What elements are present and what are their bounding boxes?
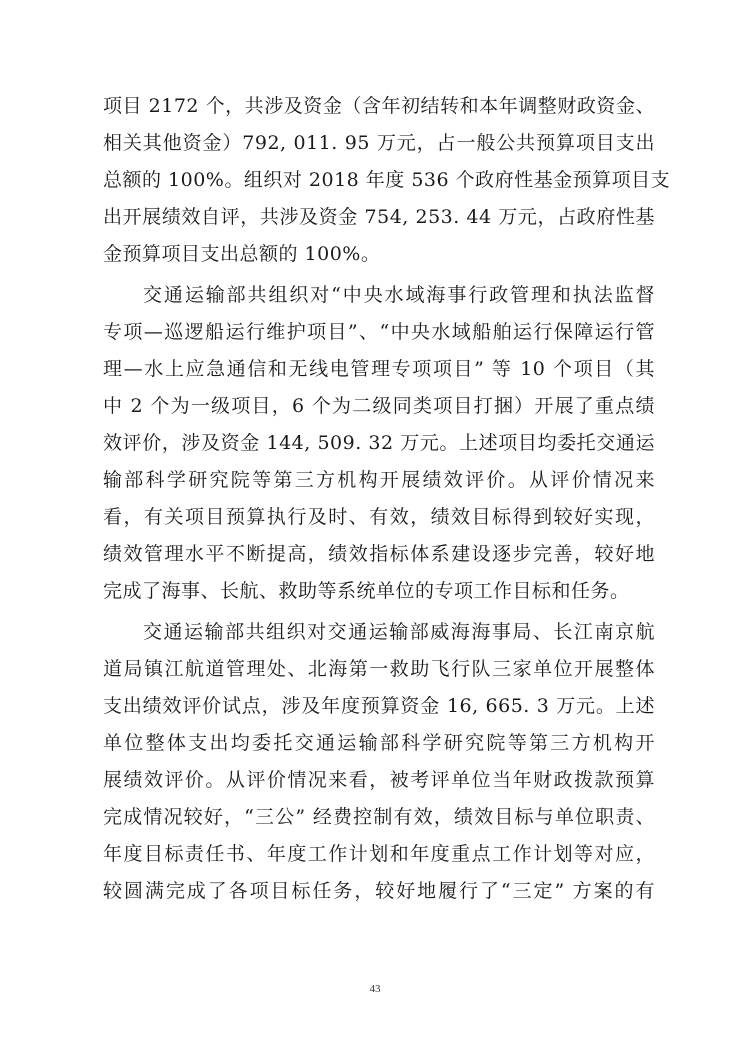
paragraph-budget-self-evaluation: [103, 88, 671, 273]
document-body: [103, 88, 671, 910]
text-line: 单位整体支出均委托交通运输部科学研究院等第三方机构开: [103, 732, 655, 754]
text-line: 项目 2172 个，共涉及资金（含年初结转和本年调整财政资金、: [103, 95, 655, 117]
text-line: 较圆满完成了各项目标任务，较好地履行了“三定” 方案的有: [103, 880, 655, 902]
text-line: 金预算项目支出总额的 100%。: [103, 243, 381, 265]
paragraph-key-project-evaluation: [103, 277, 655, 610]
text-line: 出开展绩效自评，共涉及资金 754, 253. 44 万元，占政府性基: [103, 206, 655, 228]
text-line: 支出绩效评价试点，涉及年度预算资金 16, 665. 3 万元。上述: [103, 695, 655, 717]
text-line: 绩效管理水平不断提高，绩效指标体系建设逐步完善，较好地: [103, 543, 655, 565]
text-line: 看，有关项目预算执行及时、有效，绩效目标得到较好实现，: [103, 506, 655, 528]
text-line: 展绩效评价。从评价情况来看，被考评单位当年财政拨款预算: [103, 769, 655, 791]
text-line: 效评价，涉及资金 144, 509. 32 万元。上述项目均委托交通运: [103, 432, 655, 454]
text-line: 完成了海事、长航、救助等系统单位的专项工作目标和任务。: [103, 580, 630, 602]
text-line: 总额的 100%。组织对 2018 年度 536 个政府性基金预算项目支: [103, 169, 671, 191]
text-line: 输部科学研究院等第三方机构开展绩效评价。从评价情况来: [103, 469, 655, 491]
page-number: 43: [369, 983, 381, 995]
paragraph-unit-expenditure-evaluation: [103, 614, 655, 910]
text-line: 中 2 个为一级项目，6 个为二级同类项目打捆）开展了重点绩: [103, 395, 655, 417]
text-line: 年度目标责任书、年度工作计划和年度重点工作计划等对应，: [103, 843, 655, 865]
text-line: 专项—巡逻船运行维护项目”、“中央水域船舶运行保障运行管: [103, 321, 655, 343]
text-line: 道局镇江航道管理处、北海第一救助飞行队三家单位开展整体: [103, 658, 655, 680]
text-line: 相关其他资金）792, 011. 95 万元，占一般公共预算项目支出: [103, 132, 655, 154]
text-line: 交通运输部共组织对交通运输部威海海事局、长江南京航: [143, 621, 655, 643]
text-line: 完成情况较好，“三公” 经费控制有效，绩效目标与单位职责、: [103, 806, 655, 828]
text-line: 交通运输部共组织对“中央水域海事行政管理和执法监督: [143, 284, 655, 306]
text-line: 理—水上应急通信和无线电管理专项项目” 等 10 个项目（其: [103, 358, 655, 380]
